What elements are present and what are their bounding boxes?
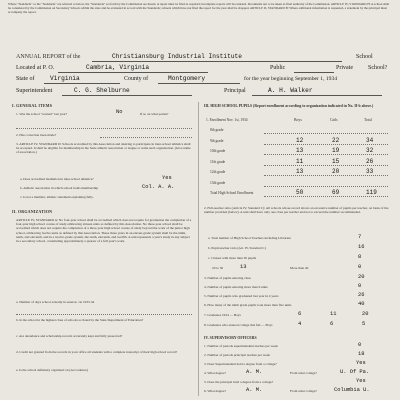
graduates-girls: 11 xyxy=(330,311,337,317)
q-total-teachers: a. Total number of High School Teachers including Librarian xyxy=(208,236,291,240)
q-ratio-answer: 16 xyxy=(358,244,365,250)
q-classes-range: 20 to 30 xyxy=(212,266,224,270)
year-label: for the year beginning September 1, 1934 xyxy=(244,76,338,82)
pupils-title: III. HIGH SCHOOL PUPILS (Report enrollment according to organization indicated in No. II-b above.) xyxy=(204,104,374,108)
enrollment-row-line xyxy=(264,165,388,166)
state-underline xyxy=(44,83,120,84)
enrollment-boys-cell: 50 xyxy=(296,189,304,196)
col-boys: Boys xyxy=(294,118,302,122)
county-label: County of xyxy=(124,76,149,82)
q-what-degree-answer: A. M. xyxy=(246,369,263,375)
enrollment-row-label: 10th grade xyxy=(210,149,226,153)
superintendent-underline xyxy=(62,95,192,96)
enrollment-row-label: 11th grade xyxy=(210,159,226,164)
enrollment-girls-cell: 69 xyxy=(332,189,340,196)
superintendent-label: Superintendent xyxy=(16,88,53,94)
q-total-teachers-answer: 7 xyxy=(358,234,362,240)
superintendent-value: C. G. Shelburne xyxy=(74,87,130,94)
q-principal-periods: 2. Number of periods principal teaches per week xyxy=(204,353,270,357)
graduates-boys: 6 xyxy=(298,311,302,317)
county-value: Montgomery xyxy=(168,75,206,82)
q-organized: e. Is the school definitely organized on (Accordance) xyxy=(16,368,88,372)
enrollment-row-label: 9th grade xyxy=(210,138,224,143)
school-label: School xyxy=(356,54,373,60)
q-classes-more: More than 40 xyxy=(290,266,309,270)
state-value: Virginia xyxy=(50,75,80,82)
enrollment-boys-cell: 13 xyxy=(296,168,304,175)
correction-line xyxy=(100,137,192,138)
enrollment-row-line xyxy=(264,144,388,145)
q-attendance-records: c. Are attendance and scholarship records accurately kept and fully preserved? xyxy=(16,334,123,338)
q-athletics: 3. ARTICLE IV, STANDARD D: Schools accredited by this Association and desiring to participate in inter-school athletics shall be accepted. It shall be eligible for membership in the State athletic association or league or some such organization. (Give name of association.) xyxy=(16,142,191,155)
q-athletics-b-answer: Col. A. A. xyxy=(142,184,175,190)
left-column xyxy=(12,104,192,108)
blank-line-1 xyxy=(16,128,192,129)
q-principal-degree: 5. Does the principal hold a degree from a college? xyxy=(204,380,274,384)
q-ninth-grade: 6. How many of the ninth grade pupils took more than five units xyxy=(204,303,292,307)
college-total: 5 xyxy=(362,321,366,327)
q-days-session: a. Number of days school actually in session. 1st 1933-34 xyxy=(16,300,95,304)
q-more-units-answer: 0 xyxy=(358,283,362,289)
enrollment-girls-cell: 19 xyxy=(332,147,340,154)
enrollment-label: 1. Enrollment Nov. 1st, 1934 xyxy=(206,118,248,122)
q-classes-answer: 8 xyxy=(358,254,362,260)
principal-label: Principal xyxy=(224,88,246,94)
q-principal-from-college-answer: Columbia U. xyxy=(334,387,370,393)
public-label: Public xyxy=(270,65,286,71)
q-warned-answer: No xyxy=(116,109,123,115)
graduates-total: 20 xyxy=(362,311,369,317)
q-highest-class: b. Is the school in the highest class of schools so listed by the State Department of Education? xyxy=(16,318,144,322)
q-what-degree: 4. What degree? xyxy=(204,371,227,375)
enrollment-row-line xyxy=(264,186,388,187)
q-more-units: 4. Number of pupils entering more than 6 units xyxy=(204,285,268,289)
q-graduates: 7. Graduates 1934 — Boys xyxy=(204,313,241,317)
private-label: Private xyxy=(336,65,353,71)
college-girls: 6 xyxy=(330,321,334,327)
q-principal-degree-answer: Yes xyxy=(356,378,366,384)
enrollment-row-line xyxy=(264,175,388,176)
location-underline xyxy=(58,72,208,73)
school-name: Christiansburg Industrial Institute xyxy=(112,53,242,60)
enrollment-total-cell: 34 xyxy=(366,136,374,144)
enrollment-boys-cell: 13 xyxy=(296,147,304,154)
enrollment-row-label: 8th grade xyxy=(210,128,224,132)
public-underline xyxy=(294,72,334,73)
q-ninth-grade-answer: 40 xyxy=(358,301,365,307)
q-college: 8. Graduates who entered college this fall — Boys xyxy=(204,323,273,327)
q-athletics-b: b. Athletic association in which school holds membership xyxy=(20,186,99,190)
days-line xyxy=(16,314,192,315)
state-label: State of xyxy=(16,76,35,82)
q-graduated-answer: 26 xyxy=(358,292,365,298)
q-graduated: 5. Number of pupils who graduated last year in 4 years xyxy=(204,294,279,298)
principal-value: A. H. Walker xyxy=(268,87,313,94)
q-classes-range-answer: 13 xyxy=(240,264,247,270)
enrollment-total-cell: 32 xyxy=(366,147,374,154)
q-classes-more-answer: 0 xyxy=(358,264,362,270)
q-principal-periods-answer: 18 xyxy=(358,351,365,357)
located-label: Located at P. O. xyxy=(16,65,55,71)
q-supt-degree: 3. Does Superintendent hold a degree from a college? xyxy=(204,362,277,366)
school-name-underline xyxy=(92,61,342,62)
top-instructions: Where "Standards" or the "Standards" are referred to below, the "Standards" set forth by the Commission are meant. A report must be filed as required; incomplete reports will be returned. Documents not to be taken as final authority of the Commission. ARTICLE IV, STANDARD H: A school shall be considered by the Commission on Secondary Schools within the state and be evaluated in accord with the Standards; schools which have not filed the report for the year shall be dropped. ARTICLE II, STANDARD B: Where additional information is requested, a statement by the principal must accompany the report. xyxy=(8,2,390,14)
enrollment-total-cell: 33 xyxy=(366,168,374,175)
general-items-title: I. GENERAL ITEMS xyxy=(12,103,53,108)
q-principal-from-college: From what college? xyxy=(290,389,317,393)
annual-report-label: ANNUAL REPORT of the xyxy=(16,54,81,60)
q-principal-what-degree: 6. What degree? xyxy=(204,389,227,393)
column-divider xyxy=(198,102,199,396)
enrollment-total-cell: 119 xyxy=(366,189,377,196)
q-supt-periods: 1. Number of periods superintendent teaches per week xyxy=(204,344,278,348)
enrollment-boys-cell: 12 xyxy=(296,136,304,144)
enrollment-row-label: 12th grade xyxy=(210,170,226,174)
q-transcript: d. Credit not granted from the records in your office all students with a complete transcript of their high school record? xyxy=(16,350,178,354)
enrollment-row-line xyxy=(264,196,388,197)
q-athletics-c: c. Is not a member, athletic statement explaining fully. xyxy=(20,195,94,199)
enrollment-row-label: 13th grade xyxy=(210,180,226,185)
enrollment-girls-cell: 20 xyxy=(332,168,340,175)
school-question: School? xyxy=(368,65,388,71)
q-warned-tail: If so on what points? xyxy=(140,112,169,116)
annual-report-line xyxy=(16,54,80,60)
q-classes: c. Classes with more than 30 pupils xyxy=(208,256,257,260)
q-supt-degree-answer: Yes xyxy=(356,360,366,366)
college-boys: 4 xyxy=(298,321,302,327)
q-supt-periods-answer: 0 xyxy=(358,342,362,348)
q-ratio: b. Pupil-teacher ratio (Art. IV, Standard C) xyxy=(208,246,266,250)
enrollment-row-line xyxy=(264,154,388,155)
q-warned: 1. Was the school "warned" last year? xyxy=(16,112,68,116)
q-entering: 3. Number of pupils entering class xyxy=(204,276,251,280)
q-correction: 2. Has correction been made? xyxy=(16,133,57,137)
enrollment-row-line xyxy=(264,133,388,134)
enrollment-girls-cell: 15 xyxy=(332,157,340,165)
q-athletics-a-answer: Yes xyxy=(162,175,172,181)
county-underline xyxy=(158,83,240,84)
q-from-college-answer: U. Of Pa. xyxy=(340,369,370,375)
location: Cambria, Virginia xyxy=(86,64,150,71)
enrollment-boys-cell: 11 xyxy=(296,157,304,165)
supervisory-title: IV. SUPERVISORY OFFICERS xyxy=(204,336,257,340)
organization-title: II. ORGANIZATION xyxy=(12,209,53,214)
q-entering-answer: 20 xyxy=(358,274,365,280)
organization-header xyxy=(12,210,192,214)
enrollment-total-cell: 26 xyxy=(366,157,374,165)
q-athletics-a: a. Does accredited institution in inter-school athletics? xyxy=(20,177,94,181)
organization-text: ARTICLE IV, STANDARD A: No four-year school shall be accredited which does not require for graduation the completion of a four-year high school course of study embracing sixteen units as defined by this Association. No three-year school shall be accredited which does not require the completion of a three-year high school course of study beyond the work of the junior high school, embracing twelve units as defined by this Association. These three years in an eleven-grade system shall be the ninth, tenth, and eleventh, and in a twelve-grade system, the tenth, eleventh, and twelfth. A unit represents a year's study in any subject in a secondary school, constituting approximately a quarter of a full year's work. xyxy=(16,218,192,244)
col-girls: Girls xyxy=(330,118,338,122)
q-from-college: From what college? xyxy=(290,371,317,375)
enrollment-girls-cell: 22 xyxy=(332,136,340,144)
enrollment-row-label: Total High School Enrollment xyxy=(210,191,254,195)
col-total: Total xyxy=(364,118,372,122)
enrollment-table xyxy=(204,118,390,218)
q-pupil-teacher: 2. Full-teacher ratio (Article IV, Standard C): All schools whose record shows an excessive number of pupils per teacher, on basis of the number provided (below). A unit shall have only one class per teacher and not to exceed the number recommended. xyxy=(204,206,389,215)
q-principal-what-degree-answer: A. M. xyxy=(246,387,263,393)
principal-underline xyxy=(252,95,382,96)
